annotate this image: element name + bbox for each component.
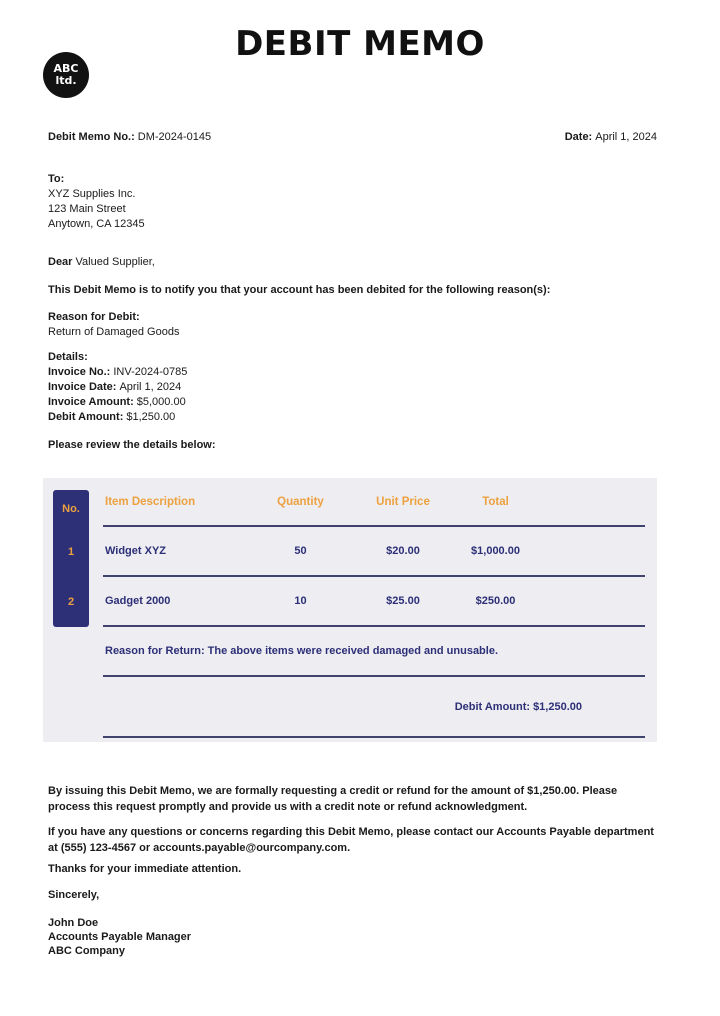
memo-date-value: April 1, 2024 — [595, 131, 657, 143]
details-block — [48, 350, 187, 425]
detail-row — [48, 410, 187, 425]
recipient-line: Anytown, CA 12345 — [48, 218, 145, 230]
intro-paragraph: This Debit Memo is to notify you that your account has been debited for the following reason(s): — [48, 284, 551, 296]
signoff-line: Sincerely, — [48, 889, 100, 901]
recipient-block — [48, 172, 145, 232]
debit-total-label: Debit Amount: — [454, 700, 531, 713]
table-content — [103, 478, 645, 738]
item-total: $1,000.00 — [471, 545, 520, 557]
document-title: DEBIT MEMO — [235, 24, 485, 64]
closing-paragraph-2: If you have any questions or concerns regarding this Debit Memo, please contact our Accounts Payable department at (555) 123-4567 or accounts.payable@ourcompany.com. — [48, 826, 654, 854]
table-row — [103, 577, 645, 627]
reason-block — [48, 310, 179, 340]
row-number: 1 — [67, 546, 75, 558]
column-header-description: Item Description — [105, 495, 196, 508]
row-number: 2 — [67, 596, 75, 608]
closing-paragraph-1: By issuing this Debit Memo, we are formally requesting a credit or refund for the amount of $1,250.00. Please process this request promptly and provide us with a credit note or refund acknowledgment. — [48, 785, 618, 813]
item-total: $250.00 — [475, 595, 516, 607]
details-label: Details: — [48, 351, 88, 363]
item-quantity: 10 — [294, 595, 307, 607]
recipient-label: To: — [48, 173, 65, 185]
items-table — [43, 478, 657, 742]
meta-row — [48, 130, 657, 144]
table-header-row — [103, 478, 645, 527]
detail-label: Invoice Amount: — [48, 396, 134, 408]
detail-value: INV-2024-0785 — [113, 366, 188, 378]
item-unit-price: $25.00 — [386, 595, 420, 607]
debit-total-value: $1,250.00 — [533, 700, 582, 713]
detail-value: April 1, 2024 — [119, 381, 182, 393]
column-header-total: Total — [482, 495, 509, 508]
recipient-line: 123 Main Street — [48, 203, 126, 215]
recipient-line: XYZ Supplies Inc. — [48, 188, 136, 200]
memo-number-label: Debit Memo No.: — [48, 131, 135, 143]
salutation — [48, 255, 155, 270]
signature-company: ABC Company — [48, 945, 126, 957]
debit-total-row — [103, 677, 645, 738]
memo-date — [565, 130, 657, 144]
reason-value: Return of Damaged Goods — [48, 326, 180, 338]
salutation-rest: Valued Supplier, — [72, 256, 155, 268]
signature-title: Accounts Payable Manager — [48, 931, 192, 943]
item-quantity: 50 — [294, 545, 307, 557]
salutation-bold: Dear — [48, 256, 73, 268]
return-reason-label: Reason for Return: — [105, 645, 205, 657]
detail-label: Invoice Date: — [48, 381, 117, 393]
return-reason-row — [103, 627, 645, 677]
memo-date-label: Date: — [564, 131, 593, 143]
detail-label: Invoice No.: — [48, 366, 111, 378]
detail-value: $5,000.00 — [136, 396, 186, 408]
item-description: Widget XYZ — [105, 545, 167, 557]
signature-block — [48, 916, 191, 958]
detail-row — [48, 365, 187, 380]
return-reason-text: The above items were received damaged and unusable. — [207, 645, 499, 657]
detail-row — [48, 380, 187, 395]
column-header-unit-price: Unit Price — [376, 495, 430, 508]
detail-row — [48, 395, 187, 410]
logo-line1: ABC — [53, 62, 79, 75]
detail-label: Debit Amount: — [48, 411, 124, 423]
item-description: Gadget 2000 — [105, 595, 171, 607]
item-unit-price: $20.00 — [386, 545, 420, 557]
column-header-no: No. — [62, 502, 80, 515]
row-number-strip — [53, 490, 89, 627]
thanks-line: Thanks for your immediate attention. — [48, 863, 242, 875]
review-prompt: Please review the details below: — [48, 439, 216, 451]
detail-value: $1,250.00 — [126, 411, 176, 423]
signature-name: John Doe — [48, 917, 99, 929]
column-header-quantity: Quantity — [277, 495, 324, 508]
memo-number-value: DM-2024-0145 — [137, 131, 212, 143]
reason-label: Reason for Debit: — [48, 311, 140, 323]
table-row — [103, 527, 645, 577]
memo-number — [48, 130, 211, 144]
logo-line2: ltd. — [55, 74, 77, 87]
